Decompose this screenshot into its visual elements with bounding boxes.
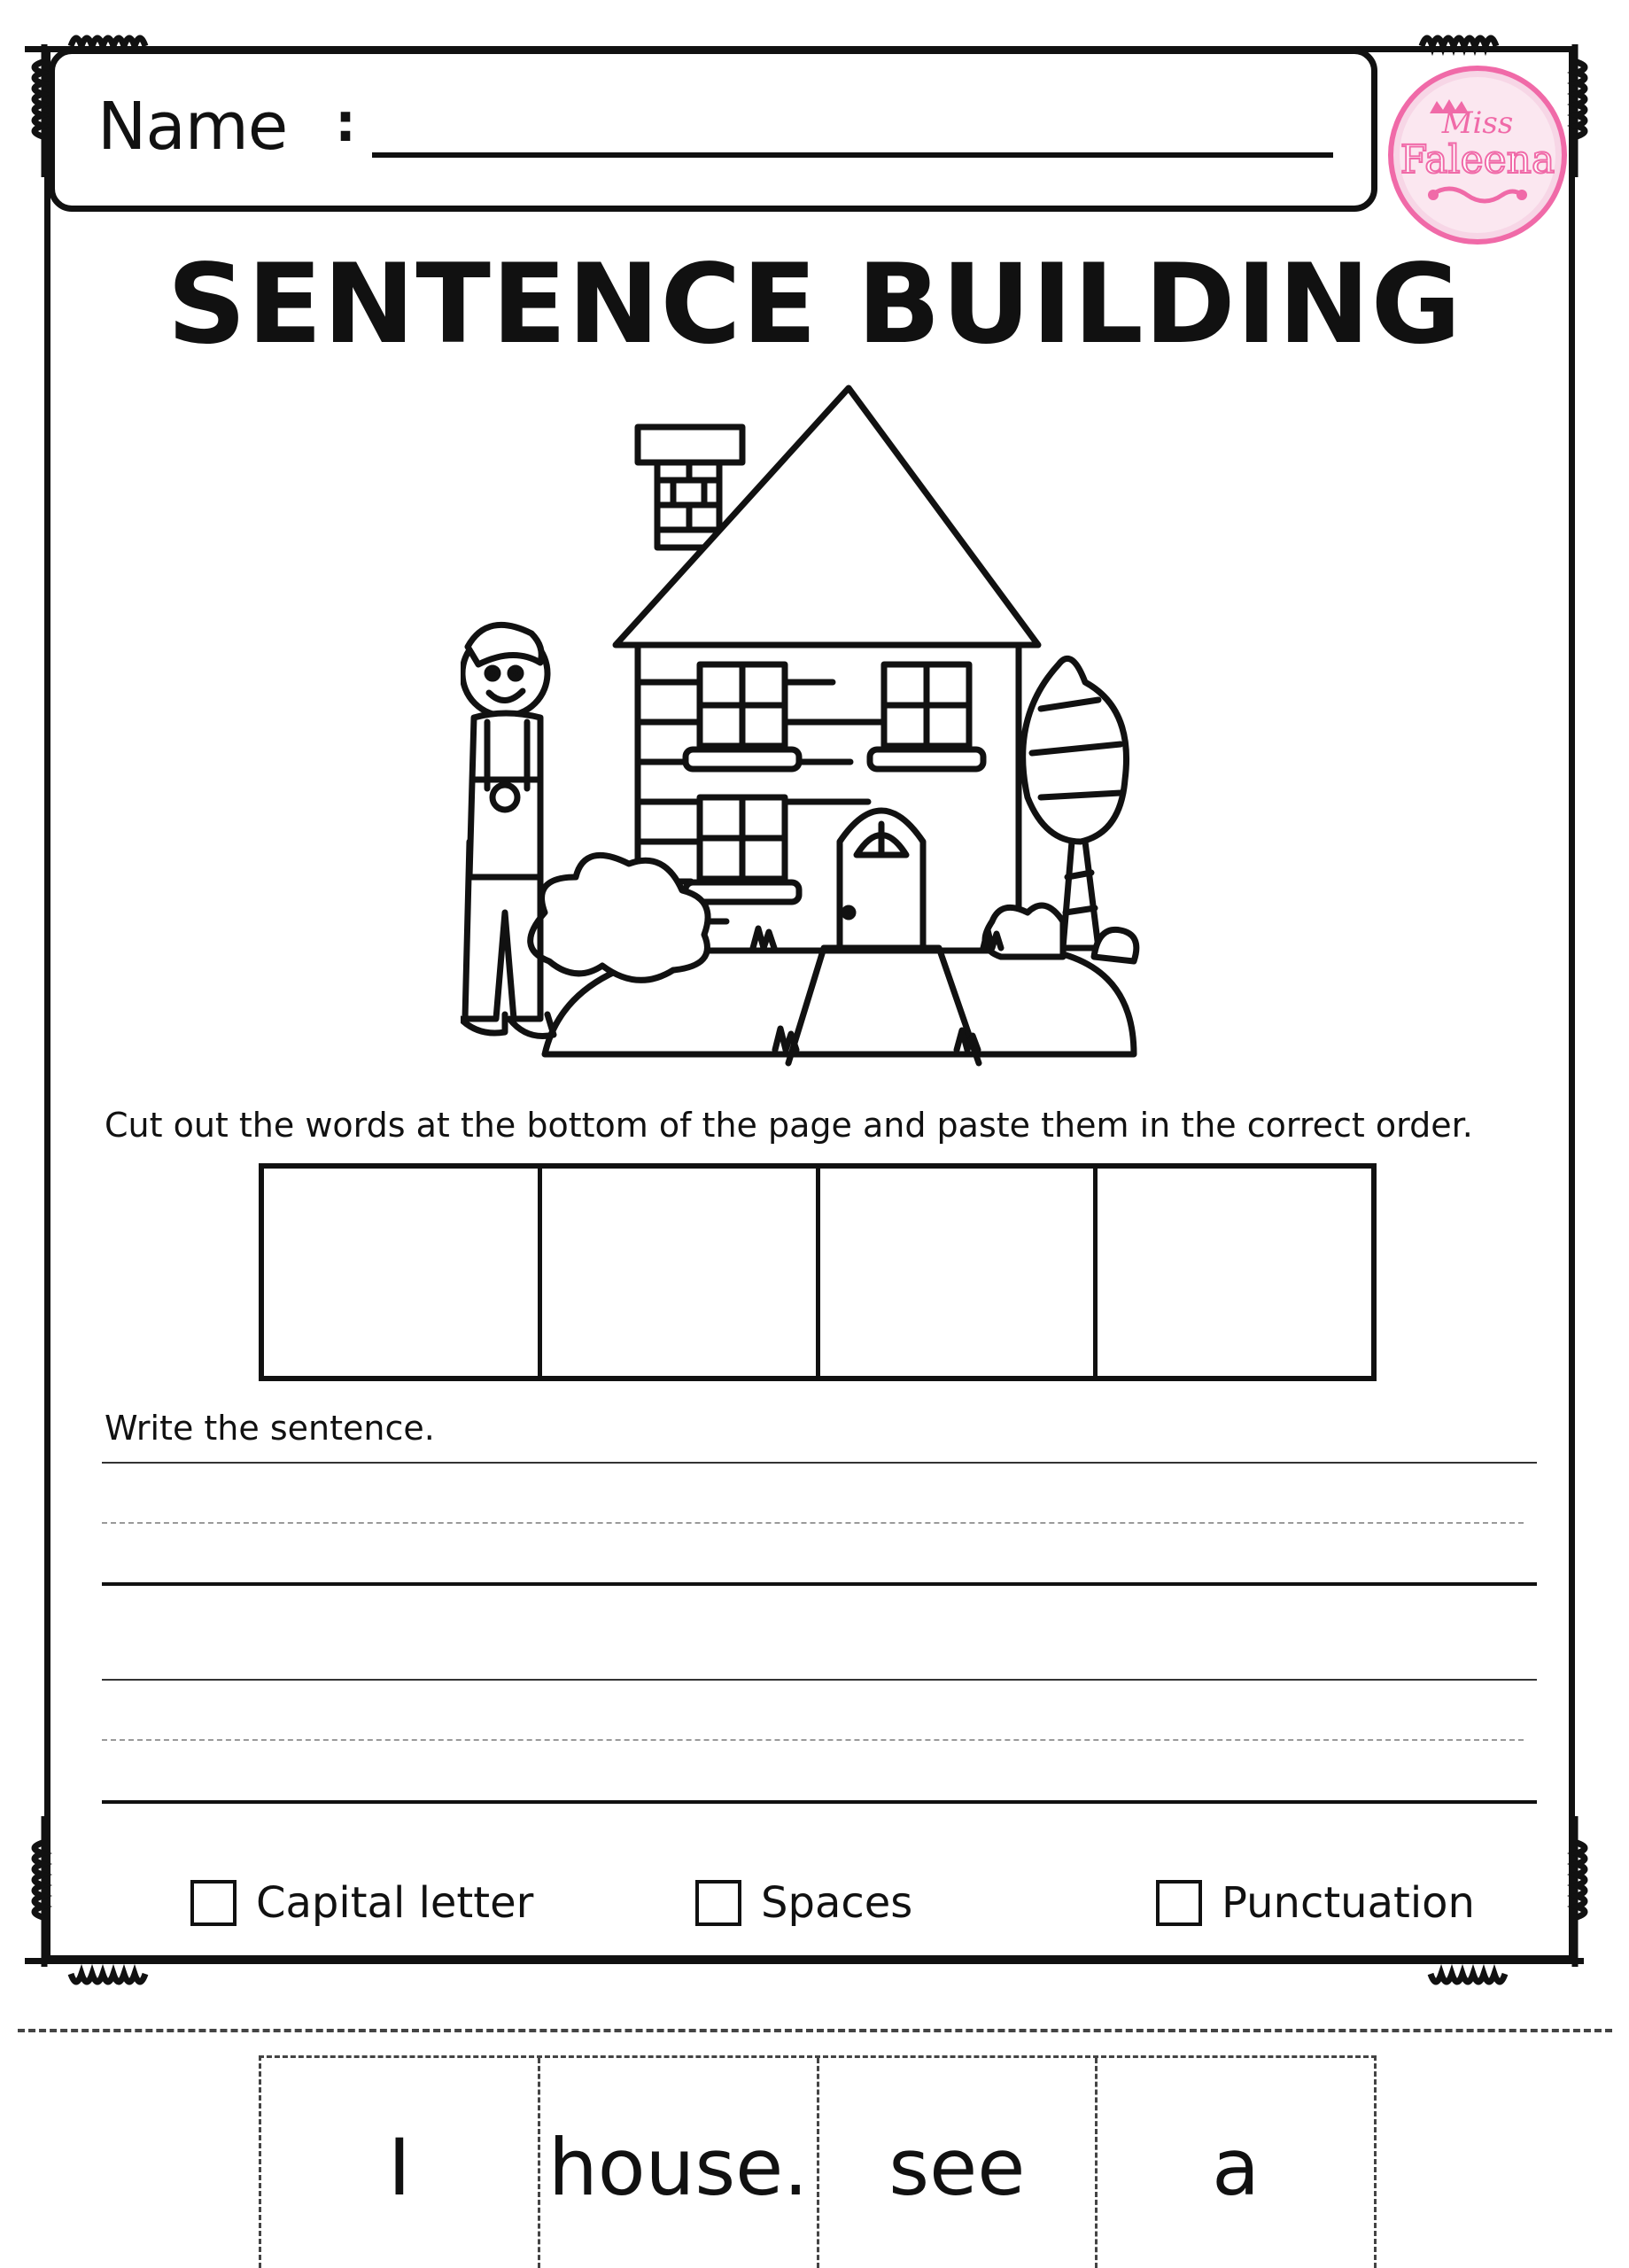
checklist-label-spaces: Spaces — [761, 1878, 913, 1928]
word-card-4[interactable]: a — [1212, 2122, 1261, 2213]
checklist-item-spaces[interactable] — [695, 1878, 912, 1928]
checklist-label-punctuation: Punctuation — [1222, 1878, 1475, 1928]
writing-line-top-2[interactable] — [102, 1679, 1537, 1681]
name-input-line[interactable] — [372, 152, 1333, 158]
writing-line-base-2[interactable] — [102, 1800, 1537, 1804]
checkbox-punctuation[interactable] — [1156, 1880, 1202, 1926]
page-title: SENTENCE BUILDING — [167, 241, 1462, 369]
logo-line1: Miss — [1441, 105, 1514, 141]
answer-boxes — [259, 1163, 1377, 1381]
miss-faleena-logo — [1378, 62, 1575, 248]
answer-box-1[interactable] — [264, 1169, 542, 1376]
checklist-item-punctuation[interactable] — [1156, 1878, 1475, 1928]
writing-line-base-1[interactable] — [102, 1582, 1537, 1586]
cut-line — [18, 2029, 1612, 2032]
word-card-1[interactable]: I — [261, 2058, 540, 2268]
word-card-3[interactable]: see — [819, 2058, 1098, 2268]
cut-paste-instruction: Cut out the words at the bottom of the page and paste them in the correct order. — [105, 1106, 1473, 1145]
word-cards — [259, 2055, 1377, 2268]
word-card-2[interactable]: house. — [540, 2058, 819, 2268]
name-colon: : — [335, 92, 356, 154]
logo-line2: Faleena — [1400, 137, 1555, 183]
checklist — [0, 1878, 1629, 1940]
answer-box-4[interactable] — [1098, 1169, 1371, 1376]
checkbox-capital-letter[interactable] — [190, 1880, 237, 1926]
writing-line-mid-2[interactable] — [102, 1739, 1524, 1741]
checklist-label-capital-letter: Capital letter — [256, 1878, 534, 1928]
frame-bottom-line — [25, 1958, 1584, 1964]
answer-box-2[interactable] — [542, 1169, 820, 1376]
house-scene-illustration — [461, 381, 1143, 1081]
name-label: Name — [97, 89, 288, 165]
checklist-item-capital-letter[interactable] — [190, 1878, 533, 1928]
writing-line-top-1[interactable] — [102, 1462, 1537, 1464]
writing-line-mid-1[interactable] — [102, 1522, 1524, 1524]
checkbox-spaces[interactable] — [695, 1880, 741, 1926]
write-instruction: Write the sentence. — [105, 1409, 435, 1448]
answer-box-3[interactable] — [820, 1169, 1098, 1376]
